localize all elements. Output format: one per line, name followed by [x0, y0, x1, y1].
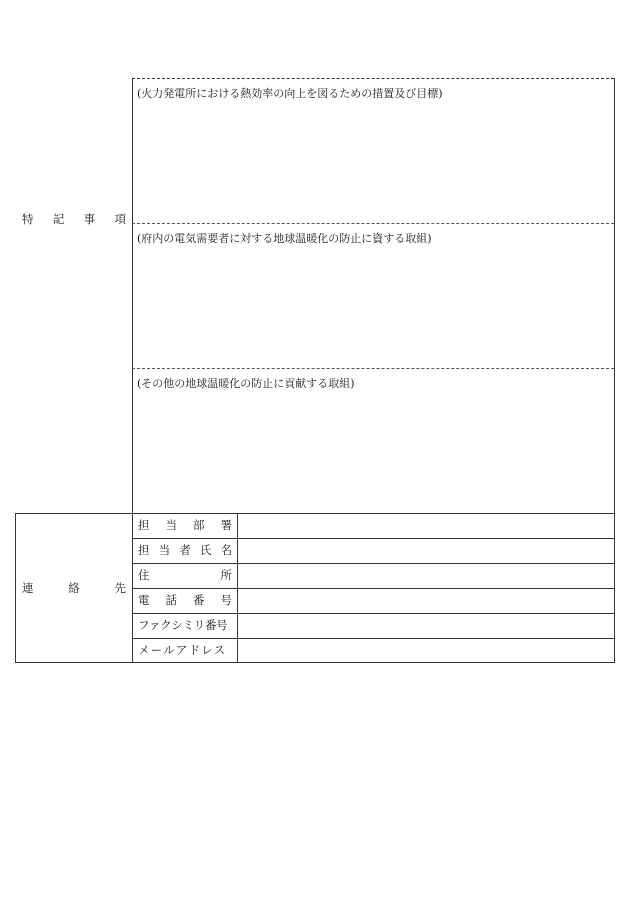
special-notes-label-char: 事	[83, 212, 96, 226]
department-label-char: 担	[138, 518, 150, 532]
application-form	[15, 78, 615, 663]
address-label-char: 住	[138, 568, 150, 582]
phone-label	[138, 595, 232, 607]
special-notes-label	[22, 214, 126, 226]
contact-label-char: 先	[114, 581, 126, 595]
address-label	[138, 570, 232, 582]
contact-label-char: 絡	[68, 581, 80, 595]
address-label-char: 所	[220, 568, 232, 582]
other-contributions-heading: (その他の地球温暖化の防止に貢献する取組)	[137, 377, 355, 390]
phone-label-char: 電	[138, 593, 150, 607]
person-name-label-char: 当	[158, 543, 171, 557]
phone-label-char: 号	[220, 593, 232, 607]
fax-field[interactable]	[238, 614, 614, 638]
department-label-char: 署	[220, 518, 232, 532]
address-field[interactable]	[238, 564, 614, 588]
fax-label: ファクシミリ番号	[138, 618, 228, 632]
section-divider-1	[132, 223, 614, 224]
section-divider-2	[132, 368, 614, 369]
person-name-label-char: 者	[179, 543, 191, 557]
other-contributions-area[interactable]	[133, 394, 614, 512]
left-border-lower	[15, 513, 16, 663]
phone-label-char: 話	[165, 593, 177, 607]
demand-side-measures-heading: (府内の電気需要者に対する地球温暖化の防止に資する取組)	[137, 232, 432, 245]
thermal-efficiency-area[interactable]	[133, 104, 614, 222]
person-name-label-char: 名	[220, 543, 232, 557]
email-label: メールアドレス	[138, 643, 227, 657]
phone-field[interactable]	[238, 589, 614, 613]
person-name-label-char: 氏	[199, 543, 212, 557]
person-name-label	[138, 545, 232, 557]
top-border-notes	[132, 78, 614, 79]
department-label	[138, 520, 232, 532]
thermal-efficiency-heading: (火力発電所における熱効率の向上を図るための措置及び目標)	[137, 87, 443, 100]
contact-label-char: 連	[22, 581, 34, 595]
person-name-field[interactable]	[238, 539, 614, 563]
demand-side-measures-area[interactable]	[133, 249, 614, 367]
department-label-char: 当	[165, 518, 177, 532]
email-field[interactable]	[238, 639, 614, 663]
special-notes-label-char: 項	[114, 212, 126, 226]
special-notes-label-char: 特	[22, 212, 34, 226]
contact-label	[22, 583, 126, 595]
person-name-label-char: 担	[138, 543, 150, 557]
phone-label-char: 番	[193, 593, 205, 607]
department-field[interactable]	[238, 514, 614, 538]
department-label-char: 部	[193, 518, 205, 532]
right-border	[614, 78, 615, 663]
special-notes-label-char: 記	[52, 212, 65, 226]
